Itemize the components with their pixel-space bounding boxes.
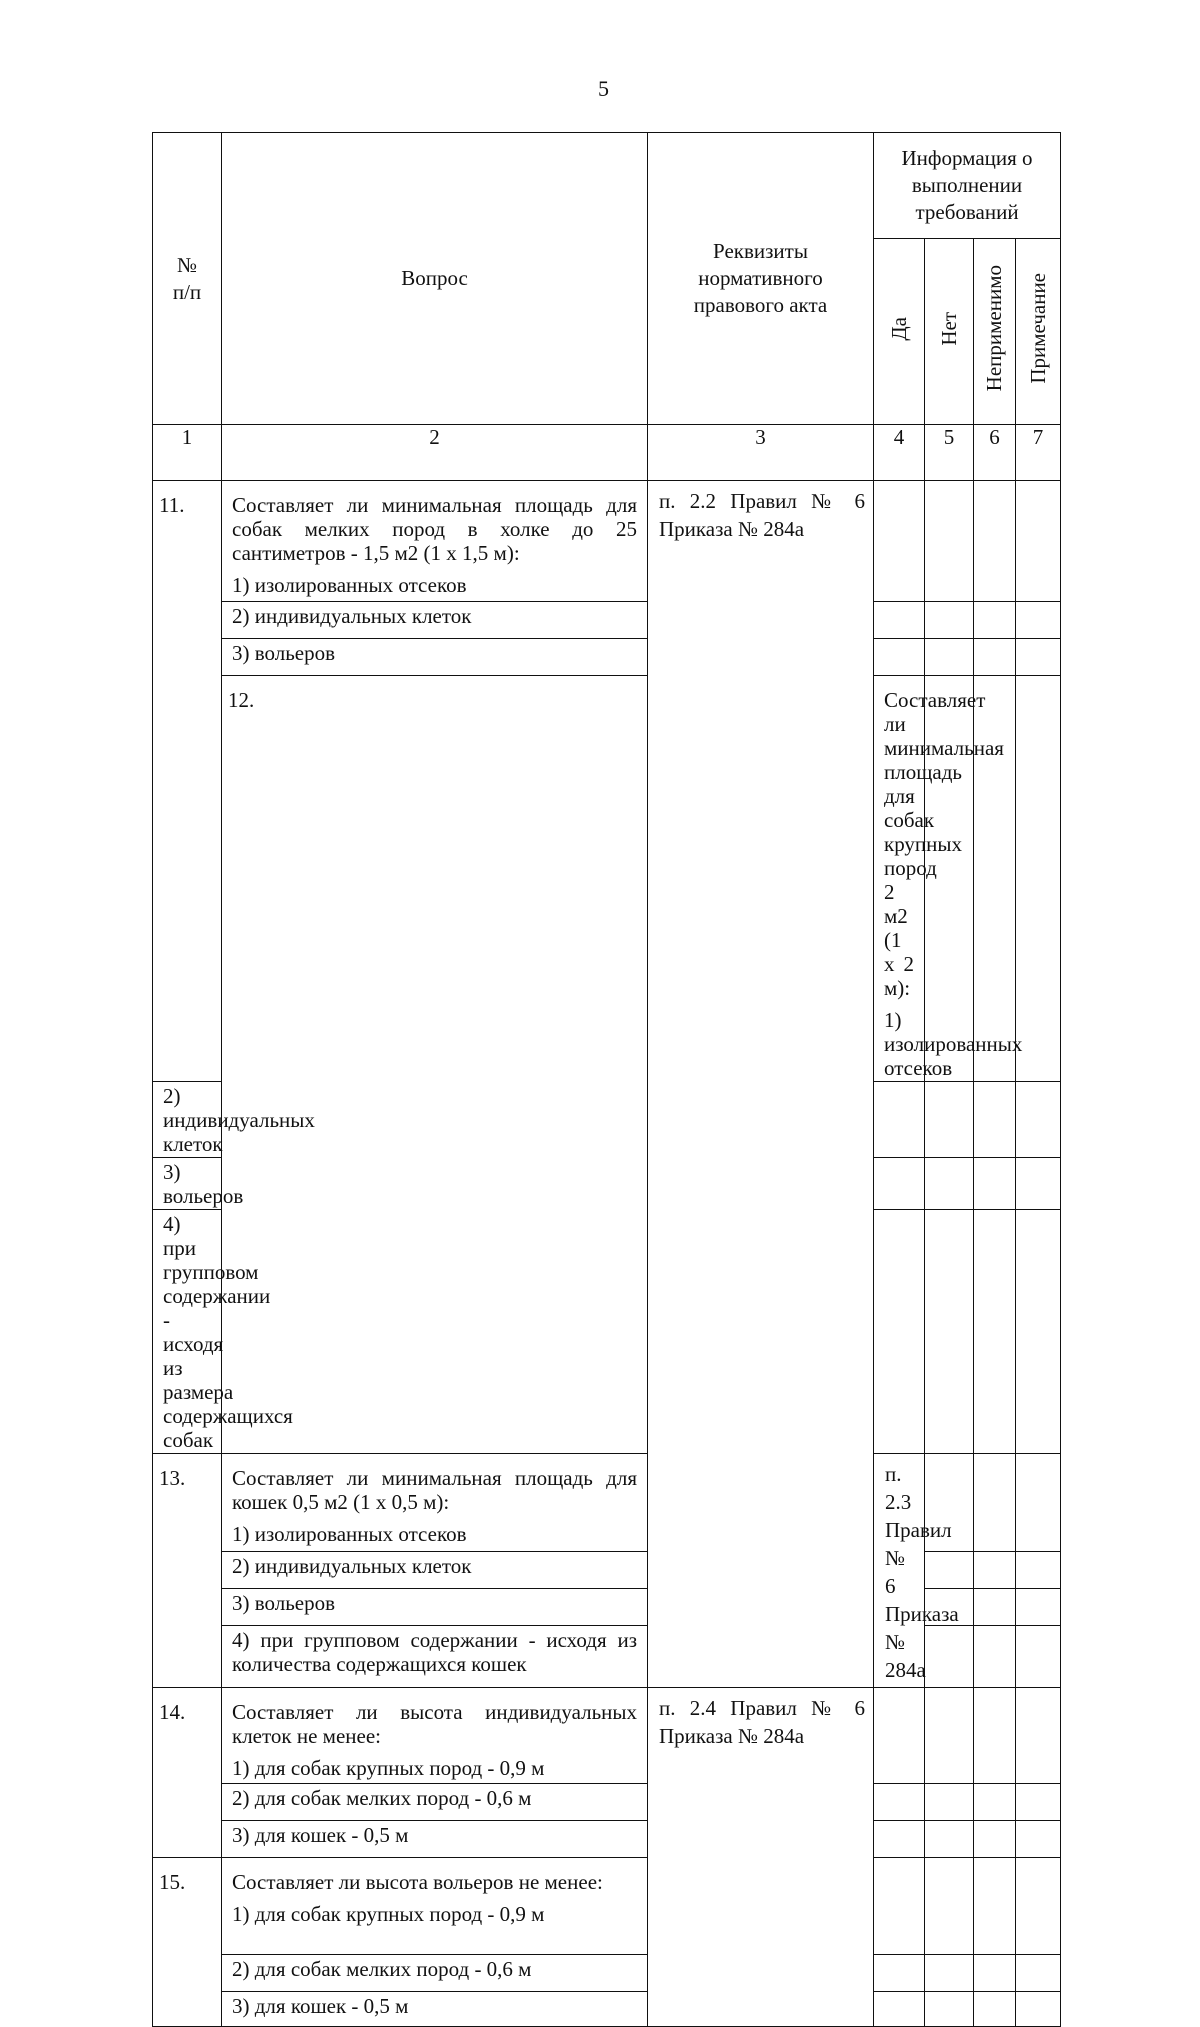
answer-no-cell[interactable] (925, 1210, 974, 1454)
question-text: Составляет ли высота индивидуальных клеток не менее: 1) для собак крупных пород - 0,9 м (222, 1688, 648, 1784)
subitem-text: 2) индивидуальных клеток (222, 602, 648, 639)
table-row (153, 1955, 1061, 1992)
table-row (153, 1784, 1061, 1821)
note-cell[interactable] (1016, 1082, 1061, 1158)
answer-yes-cell[interactable] (874, 1210, 925, 1454)
subitem-text: 1) изолированных отсеков (232, 573, 467, 597)
item-number: 14. (153, 1688, 222, 1858)
table-row (153, 1688, 1061, 1784)
question-text: Составляет ли минимальная площадь для кошек 0,5 м2 (1 х 0,5 м): 1) изолированных отсеков (222, 1454, 648, 1552)
header-no: № п/п (153, 133, 222, 425)
subitem-text: 2) для собак мелких пород - 0,6 м (222, 1955, 648, 1992)
subitem-text: 4) при групповом содержании - исходя из размера содержащихся собак (153, 1210, 222, 1454)
subitem-text: 3) вольеров (153, 1158, 222, 1210)
subitem-text: 4) при групповом содержании - исходя из количества содержащихся кошек (222, 1626, 648, 1688)
answer-no-cell[interactable] (974, 1589, 1016, 1626)
requisites-cell (648, 1688, 874, 2027)
answer-yes-cell[interactable] (874, 1858, 925, 1955)
subitem-text: 3) вольеров (222, 639, 648, 676)
answer-no-cell[interactable] (974, 1454, 1016, 1552)
answer-yes-cell[interactable] (925, 1552, 974, 1589)
question-text: Составляет ли минимальная площадь для собак крупных пород 2 м2 (1 х 2 м): 1) изолированных отсеков (874, 676, 925, 1082)
answer-yes-cell[interactable] (874, 639, 925, 676)
header-note: Примечание (1016, 239, 1061, 425)
answer-na-cell[interactable] (1016, 1626, 1061, 1688)
answer-no-cell[interactable] (925, 1784, 974, 1821)
subitem-text: 2) индивидуальных клеток (222, 1552, 648, 1589)
ref-line: п. 2.4 Правил № 6 (659, 1696, 865, 1720)
item-number: 15. (153, 1858, 222, 2027)
header-yes: Да (874, 239, 925, 425)
answer-no-cell[interactable] (925, 1158, 974, 1210)
answer-na-cell[interactable] (974, 1158, 1016, 1210)
answer-yes-cell[interactable] (925, 1626, 974, 1688)
question-text: Составляет ли минимальная площадь для собак мелких пород в холке до 25 сантиметров - 1,5 м2 (1 х 1,5 м): 1) изолированных отсеков (222, 481, 648, 602)
note-cell[interactable] (1016, 1784, 1061, 1821)
col-number: 5 (925, 425, 974, 481)
subitem-text: 3) для кошек - 0,5 м (222, 1992, 648, 2027)
answer-na-cell[interactable] (974, 1955, 1016, 1992)
note-cell[interactable] (1016, 1158, 1061, 1210)
note-cell[interactable] (1016, 639, 1061, 676)
page-number: 5 (598, 76, 609, 101)
ref-line: Приказа № 284а (885, 1602, 959, 1682)
note-cell[interactable] (1016, 1821, 1061, 1858)
requisites-cell (874, 1454, 959, 1688)
answer-no-cell[interactable] (925, 639, 974, 676)
answer-no-cell[interactable] (925, 602, 974, 639)
subitem-text: 3) для кошек - 0,5 м (222, 1821, 648, 1858)
answer-na-cell[interactable] (974, 1858, 1016, 1955)
answer-na-cell[interactable] (1016, 1589, 1061, 1626)
answer-no-cell[interactable] (925, 481, 974, 602)
answer-na-cell[interactable] (974, 1992, 1016, 2027)
table-row (153, 1858, 1061, 1955)
requirements-checklist-table (152, 132, 1061, 2027)
header-info: Информация о выполнении требований (874, 133, 1061, 239)
answer-na-cell[interactable] (974, 1688, 1016, 1784)
answer-na-cell[interactable] (1016, 1552, 1061, 1589)
col-number: 3 (648, 425, 874, 481)
table-row (153, 1992, 1061, 2027)
col-number: 4 (874, 425, 925, 481)
col-number: 7 (1016, 425, 1061, 481)
subitem-text: 1) для собак крупных пород - 0,9 м (232, 1902, 545, 1926)
item-number: 13. (153, 1454, 222, 1688)
note-cell[interactable] (1016, 1210, 1061, 1454)
answer-yes-cell[interactable] (874, 1688, 925, 1784)
answer-no-cell[interactable] (925, 1082, 974, 1158)
ref-line: Приказа № 284а (659, 517, 805, 541)
answer-yes-cell[interactable] (874, 1955, 925, 1992)
note-cell[interactable] (1016, 1858, 1061, 1955)
table-row (153, 602, 1061, 639)
answer-na-cell[interactable] (974, 1821, 1016, 1858)
requisites-cell (648, 481, 874, 1688)
answer-na-cell[interactable] (974, 1784, 1016, 1821)
answer-no-cell[interactable] (925, 1688, 974, 1784)
answer-na-cell[interactable] (974, 639, 1016, 676)
col-number: 6 (974, 425, 1016, 481)
answer-na-cell[interactable] (1016, 1454, 1061, 1552)
ref-line: п. 2.2 Правил № 6 (659, 489, 865, 513)
table-row (153, 639, 1061, 676)
answer-yes-cell[interactable] (874, 1992, 925, 2027)
subitem-text: 2) индивидуальных клеток (153, 1082, 222, 1158)
answer-yes-cell[interactable] (874, 1821, 925, 1858)
subitem-text: 2) для собак мелких пород - 0,6 м (222, 1784, 648, 1821)
header-question: Вопрос (222, 133, 648, 425)
ref-line: п. 2.3 Правил № 6 (885, 1462, 952, 1598)
answer-no-cell[interactable] (925, 1858, 974, 1955)
subitem-text: 1) изолированных отсеков (884, 1008, 1023, 1080)
answer-yes-cell[interactable] (874, 481, 925, 602)
note-cell[interactable] (1016, 1955, 1061, 1992)
header-not-applicable: Неприменимо (974, 239, 1016, 425)
answer-yes-cell[interactable] (874, 1158, 925, 1210)
note-cell[interactable] (1016, 602, 1061, 639)
note-cell[interactable] (1016, 1992, 1061, 2027)
table-row (153, 481, 1061, 602)
note-cell[interactable] (1016, 481, 1061, 602)
answer-no-cell[interactable] (925, 1821, 974, 1858)
answer-na-cell[interactable] (1016, 676, 1061, 1082)
answer-na-cell[interactable] (974, 1082, 1016, 1158)
answer-no-cell[interactable] (925, 1992, 974, 2027)
table-row (153, 1552, 1061, 1589)
subitem-text: 3) вольеров (222, 1589, 648, 1626)
table-row (153, 676, 1061, 1082)
col-number: 2 (222, 425, 648, 481)
subitem-text: 1) для собак крупных пород - 0,9 м (232, 1756, 545, 1780)
answer-na-cell[interactable] (974, 481, 1016, 602)
answer-na-cell[interactable] (974, 602, 1016, 639)
table-row (153, 1821, 1061, 1858)
answer-yes-cell[interactable] (874, 1082, 925, 1158)
question-text: Составляет ли высота вольеров не менее: 1) для собак крупных пород - 0,9 м (222, 1858, 648, 1955)
answer-yes-cell[interactable] (874, 602, 925, 639)
subitem-text: 1) изолированных отсеков (232, 1522, 467, 1546)
item-number: 11. (153, 481, 222, 1082)
header-requisites: Реквизиты нормативного правового акта (648, 133, 874, 425)
table-row (153, 1454, 1061, 1552)
answer-na-cell[interactable] (974, 1210, 1016, 1454)
answer-yes-cell[interactable] (874, 1784, 925, 1821)
ref-line: Приказа № 284а (659, 1724, 805, 1748)
col-number: 1 (153, 425, 222, 481)
note-cell[interactable] (1016, 1688, 1061, 1784)
answer-no-cell[interactable] (974, 1626, 1016, 1688)
answer-no-cell[interactable] (974, 1552, 1016, 1589)
answer-no-cell[interactable] (925, 1955, 974, 1992)
item-number: 12. (222, 676, 648, 1454)
header-no-col: Нет (925, 239, 974, 425)
